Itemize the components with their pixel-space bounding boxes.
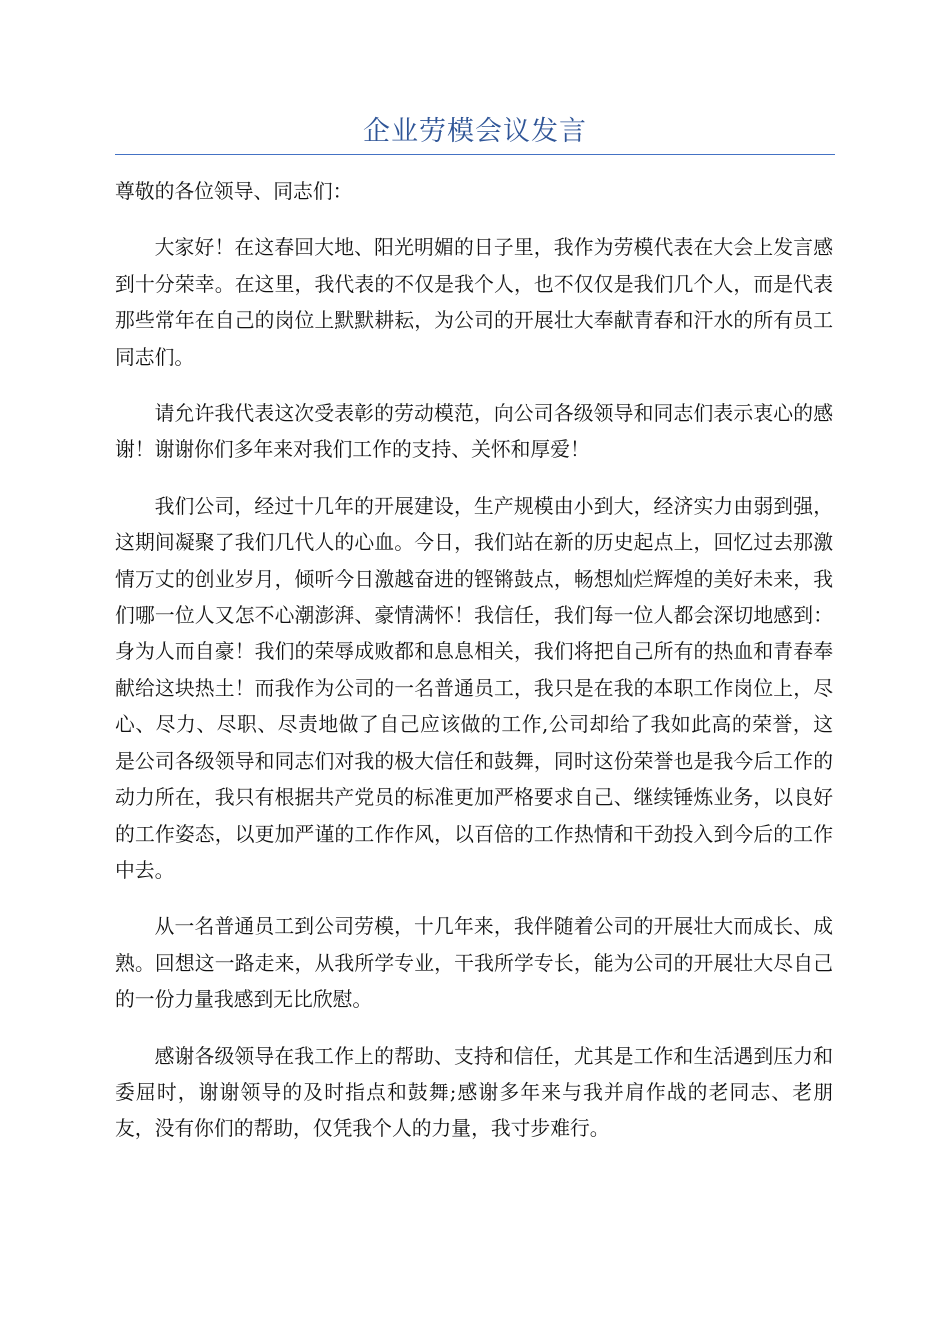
salutation: 尊敬的各位领导、同志们： — [115, 180, 353, 203]
title-underline — [115, 154, 835, 155]
paragraph: 请允许我代表这次受表彰的劳动模范，向公司各级领导和同志们表示衷心的感谢！谢谢你们多年来对我们工作的支持、关怀和厚爱！ — [115, 402, 833, 462]
paragraph: 大家好！在这春回大地、阳光明媚的日子里，我作为劳模代表在大会上发言感到十分荣幸。在这里，我代表的不仅是我个人，也不仅仅是我们几个人，而是代表那些常年在自己的岗位上默默耕耘，为公司的开展壮大奉献青春和汗水的所有员工同志们。 — [115, 236, 833, 369]
paragraph: 感谢各级领导在我工作上的帮助、支持和信任，尤其是工作和生活遇到压力和委屈时，谢谢领导的及时指点和鼓舞;感谢多年来与我并肩作战的老同志、老朋友，没有你们的帮助，仅凭我个人的力量，我寸步难行。 — [115, 1044, 833, 1141]
page-title: 企业劳模会议发言 — [363, 116, 587, 147]
paragraph: 从一名普通员工到公司劳模，十几年来，我伴随着公司的开展壮大而成长、成熟。回想这一路走来，从我所学专业，干我所学专长，能为公司的开展壮大尽自己的一份力量我感到无比欣慰。 — [115, 915, 833, 1012]
paragraph: 我们公司，经过十几年的开展建设，生产规模由小到大，经济实力由弱到强，这期间凝聚了我们几代人的心血。今日，我们站在新的历史起点上，回忆过去那激情万丈的创业岁月，倾听今日激越奋进的铿锵鼓点，畅想灿烂辉煌的美好未来，我们哪一位人又怎不心潮澎湃、豪情满怀！我信任，我们每一位人都会深切地感到：身为人而自豪！我们的荣辱成败都和息息相关，我们将把自己所有的热血和青春奉献给这块热土！而我作为公司的一名普通员工，我只是在我的本职工作岗位上，尽心、尽力、尽职、尽责地做了自己应该做的工作,公司却给了我如此高的荣誉，这是公司各级领导和同志们对我的极大信任和鼓舞，同时这份荣誉也是我今后工作的动力所在，我只有根据共产党员的标准更加严格要求自己、继续锤炼业务，以良好的工作姿态，以更加严谨的工作作风，以百倍的工作热情和干劲投入到今后的工作中去。 — [115, 494, 833, 882]
document-body — [115, 174, 833, 1168]
